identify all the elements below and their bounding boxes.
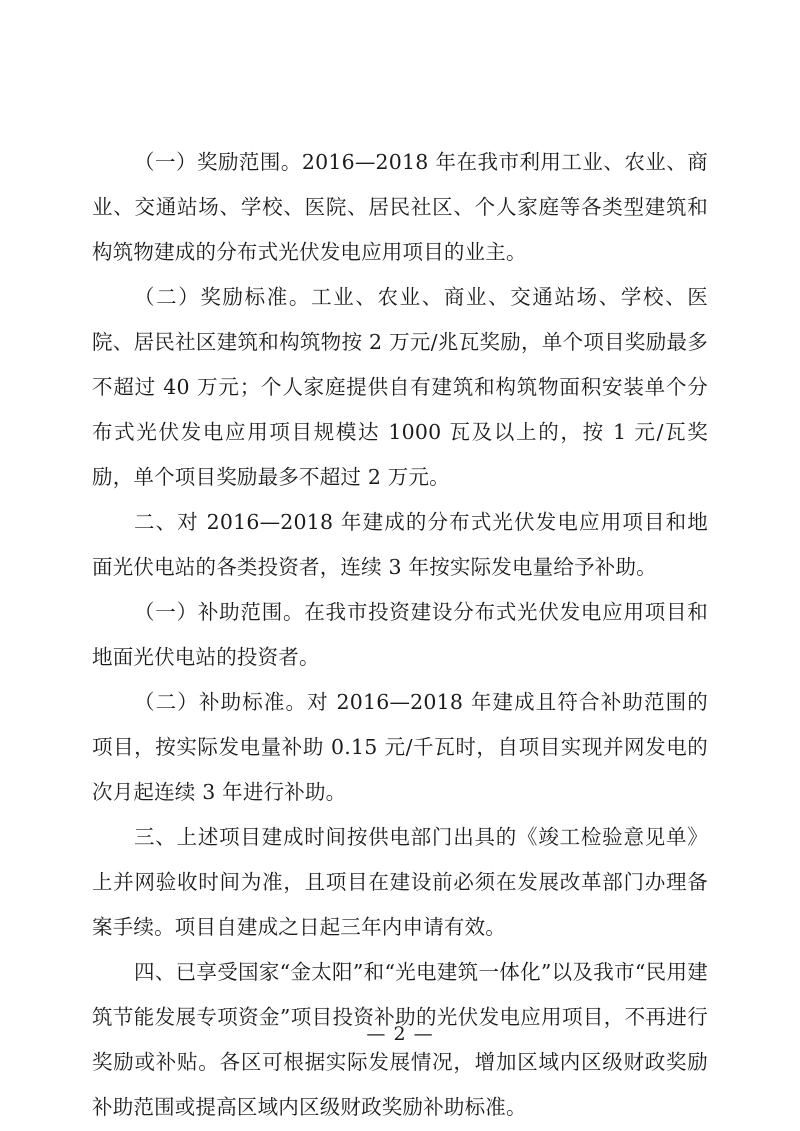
paragraph-6: 三、上述项目建成时间按供电部门出具的《竣工检验意见单》上并网验收时间为准，且项目在建设前必须在发展改革部门办理备案手续。项目自建成之日起三年内申请有效。: [92, 825, 708, 939]
paragraph-5: （二）补助标准。对 2016—2018 年建成且符合补助范围的项目，按实际发电量补助 0.15 元/千瓦时，自项目实现并网发电的次月起连续 3 年进行补助。: [92, 690, 708, 804]
page-number: — 2 —: [366, 1023, 434, 1045]
paragraph-3: 二、对 2016—2018 年建成的分布式光伏发电应用项目和地面光伏电站的各类投资者，连续 3 年按实际发电量给予补助。: [92, 510, 708, 579]
paragraph-2: （二）奖励标准。工业、农业、商业、交通站场、学校、医院、居民社区建筑和构筑物按 2 万元/兆瓦奖励，单个项目奖励最多不超过 40 万元；个人家庭提供自有建筑和构筑物面积安装单个分布式光伏发电应用项目规模达 1000 瓦及以上的，按 1 元/瓦奖励，单个项目奖励最多不超过 2 万元。: [92, 285, 708, 489]
page-footer: [0, 1023, 800, 1045]
paragraph-1: （一）奖励范围。2016—2018 年在我市利用工业、农业、商业、交通站场、学校、医院、居民社区、个人家庭等各类型建筑和构筑物建成的分布式光伏发电应用项目的业主。: [92, 150, 708, 264]
document-body: [92, 140, 708, 1130]
paragraph-4: （一）补助范围。在我市投资建设分布式光伏发电应用项目和地面光伏电站的投资者。: [92, 600, 708, 669]
paragraph-7: 四、已享受国家“金太阳”和“光电建筑一体化”以及我市“民用建筑节能发展专项资金”项目投资补助的光伏发电应用项目，不再进行奖励或补贴。各区可根据实际发展情况，增加区域内区级财政奖励补助范围或提高区域内区级财政奖励补助标准。: [92, 960, 708, 1119]
